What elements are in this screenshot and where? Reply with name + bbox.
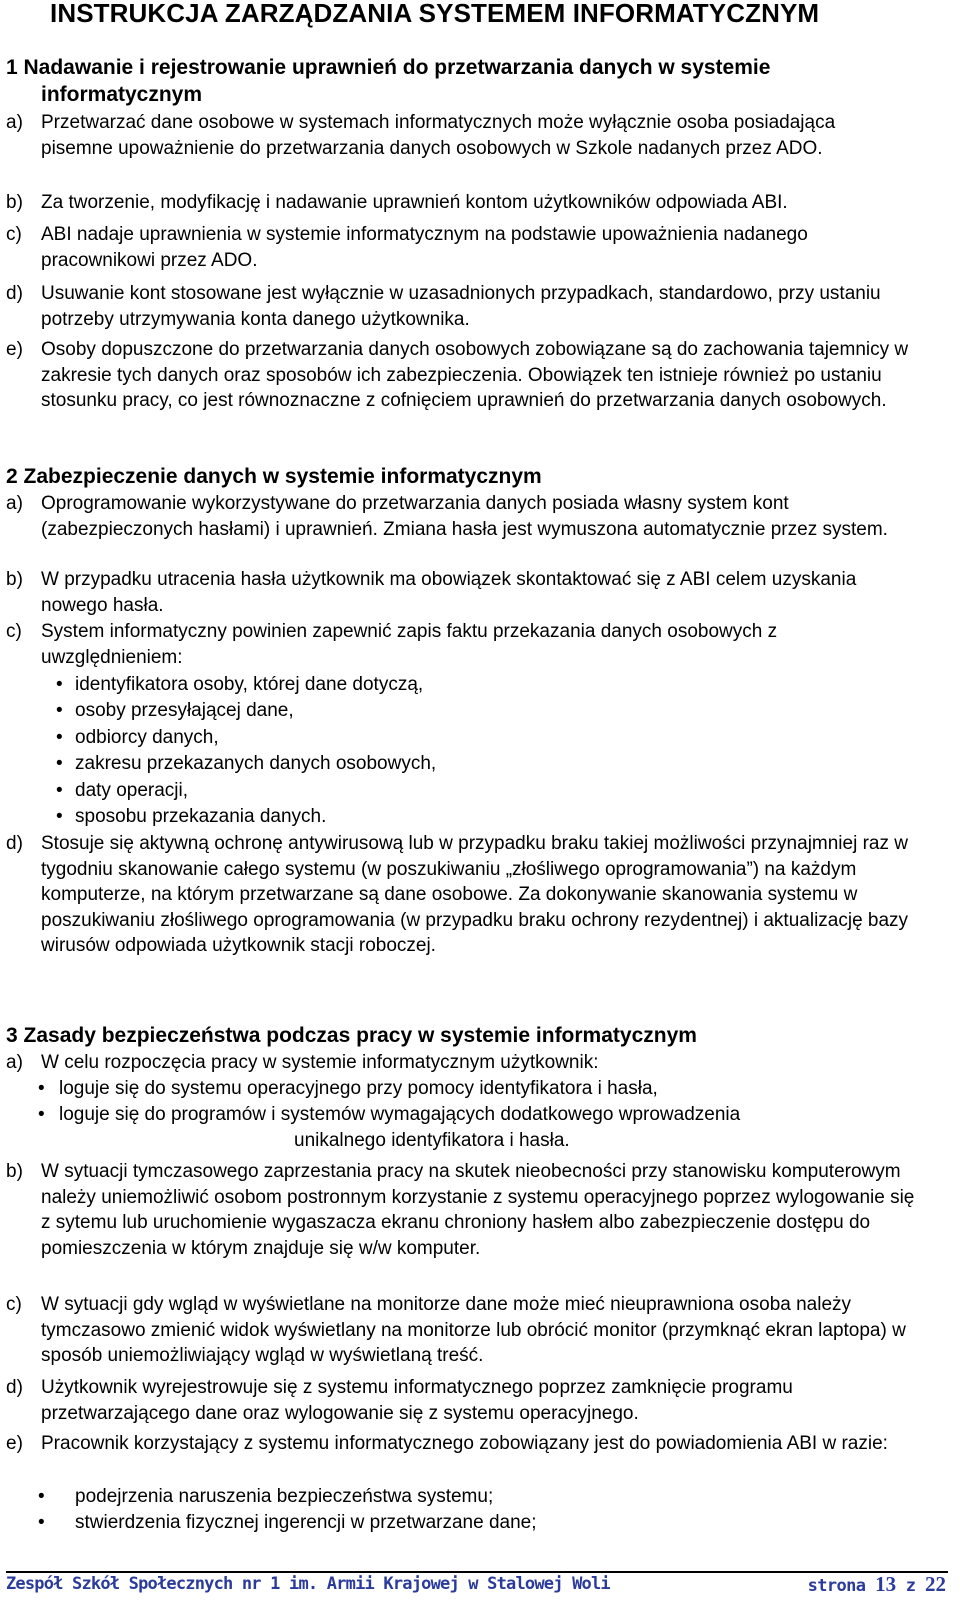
s1-item-a-marker: a) <box>6 112 23 133</box>
s1-item-e-text: Osoby dopuszczone do przetwarzania danych osobowych zobowiązane są do zachowania tajemnicy w zakresie tych danych oraz sposobów ich zabezpieczenia. Obowiązek ten istnieje również po ustaniu stosunku pracy, co jest równoznaczne z cofnięciem uprawnień do przetwarzania danych osobowych. <box>41 339 909 412</box>
s1-item-b-text: Za tworzenie, modyfikację i nadawanie uprawnień kontom użytkowników odpowiada ABI. <box>41 192 788 213</box>
footer-page-word: strona <box>807 1576 866 1596</box>
footer-page-indicator <box>808 1572 946 1597</box>
bullet-dot-icon: • <box>38 1486 45 1507</box>
s3-item-b <box>6 1159 926 1261</box>
s2-item-b-marker: b) <box>6 569 23 590</box>
s3-item-a-marker: a) <box>6 1052 23 1073</box>
s3-bullet-e2 <box>38 1510 537 1536</box>
s1-item-a <box>6 110 846 161</box>
s3-bullet-e2-text: stwierdzenia fizycznej ingerencji w przetwarzane dane; <box>75 1512 537 1533</box>
s3-item-a <box>6 1050 926 1076</box>
s3-bullet-a2 <box>38 1102 740 1128</box>
document-title: INSTRUKCJA ZARZĄDZANIA SYSTEMEM INFORMATYCZNYM <box>50 0 820 28</box>
s3-item-d-text: Użytkownik wyrejestrowuje się z systemu informatycznego poprzez zamknięcie programu przetwarzającego dane oraz wylogowanie się z systemu operacyjnego. <box>41 1377 793 1424</box>
s2-item-c-marker: c) <box>6 621 22 642</box>
s2-bullet-3 <box>56 725 219 751</box>
s3-item-e <box>6 1431 926 1457</box>
s2-item-c-text: System informatyczny powinien zapewnić zapis faktu przekazania danych osobowych z uwzględnieniem: <box>41 621 778 668</box>
s2-item-d-marker: d) <box>6 833 23 854</box>
section-1-heading-line-2: informatycznym <box>41 83 203 106</box>
s2-item-a-marker: a) <box>6 493 23 514</box>
s2-bullet-2 <box>56 698 294 724</box>
s3-bullet-a2-continuation: unikalnego identyfikatora i hasła. <box>294 1130 570 1151</box>
bullet-dot-icon: • <box>56 700 63 721</box>
s3-item-e-marker: e) <box>6 1433 23 1454</box>
s2-bullet-2-text: osoby przesyłającej dane, <box>75 700 294 721</box>
s2-item-b-text: W przypadku utracenia hasła użytkownik ma obowiązek skontaktować się z ABI celem uzyskania nowego hasła. <box>41 569 857 616</box>
s3-bullet-a1-text: loguje się do systemu operacyjnego przy pomocy identyfikatora i hasła, <box>59 1078 658 1099</box>
s2-item-d-text: Stosuje się aktywną ochronę antywirusową lub w przypadku braku takiej możliwości przynajmniej raz w tygodniu skanowanie całego systemu (w poszukiwaniu „złośliwego oprogramowania”) na każdym komputerze, na którym przetwarzane są dane osobowe. Za dokonywanie skanowania systemu w poszukiwaniu złośliwego oprogramowania (w przypadku braku ochrony rezydentnej) i aktualizację bazy wirusów odpowiada użytkownik stacji roboczej. <box>41 833 909 957</box>
s3-item-d-marker: d) <box>6 1377 23 1398</box>
s2-bullet-6-text: sposobu przekazania danych. <box>75 806 327 827</box>
s2-item-a-text: Oprogramowanie wykorzystywane do przetwarzania danych posiada własny system kont (zabezpieczonych hasłami) i uprawnień. Zmiana hasła jest wymuszona automatycznie przez system. <box>41 493 888 540</box>
bullet-dot-icon: • <box>56 674 63 695</box>
bullet-dot-icon: • <box>38 1078 45 1099</box>
s3-item-b-text: W sytuacji tymczasowego zaprzestania pracy na skutek nieobecności przy stanowisku komputerowym należy uniemożliwić osobom postronnym korzystanie z systemu operacyjnego poprzez wylogowanie się z sytemu lub uruchomienie wygaszacza ekranu chroniony hasłem albo zabezpieczenie dostępu do pomieszczenia w którym znajduje się w/w komputer. <box>41 1161 915 1259</box>
bullet-dot-icon: • <box>38 1512 45 1533</box>
s1-item-e <box>6 337 946 414</box>
footer-school-name: Zespół Szkół Społecznych nr 1 im. Armii Krajowej w Stalowej Woli <box>6 1574 610 1594</box>
s1-item-b-marker: b) <box>6 192 23 213</box>
bullet-dot-icon: • <box>56 727 63 748</box>
s2-item-b <box>6 567 906 618</box>
section-2-heading: 2 Zabezpieczenie danych w systemie informatycznym <box>6 465 542 488</box>
bullet-dot-icon: • <box>38 1104 45 1125</box>
s2-bullet-6 <box>56 804 326 830</box>
s1-item-c-text: ABI nadaje uprawnienia w systemie informatycznym na podstawie upoważnienia nadanego pracownikowi przez ADO. <box>41 224 808 271</box>
s3-item-d <box>6 1375 931 1426</box>
s2-bullet-1-text: identyfikatora osoby, której dane dotyczą, <box>75 674 424 695</box>
s1-item-e-marker: e) <box>6 339 23 360</box>
s1-item-d-text: Usuwanie kont stosowane jest wyłącznie w uzasadnionych przypadkach, standardowo, przy ustaniu potrzeby utrzymywania konta danego użytkownika. <box>41 283 881 330</box>
section-3-heading: 3 Zasady bezpieczeństwa podczas pracy w systemie informatycznym <box>6 1024 697 1047</box>
s1-item-b <box>6 190 946 216</box>
s3-item-a-text: W celu rozpoczęcia pracy w systemie informatycznym użytkownik: <box>41 1052 599 1073</box>
s1-item-d <box>6 281 926 332</box>
s1-item-c-marker: c) <box>6 224 22 245</box>
s1-item-a-text: Przetwarzać dane osobowe w systemach informatycznych może wyłącznie osoba posiadająca pisemne upoważnienie do przetwarzania danych osobowych w Szkole nadanych przez ADO. <box>41 112 836 159</box>
s2-bullet-5-text: daty operacji, <box>75 780 189 801</box>
s2-bullet-4 <box>56 751 436 777</box>
s3-bullet-a1 <box>38 1076 658 1102</box>
s1-item-c <box>6 222 826 273</box>
s1-item-d-marker: d) <box>6 283 23 304</box>
s2-bullet-5 <box>56 778 188 804</box>
bullet-dot-icon: • <box>56 753 63 774</box>
footer-page-total: 22 <box>925 1572 946 1596</box>
s3-bullet-a2-text: loguje się do programów i systemów wymagających dodatkowego wprowadzenia <box>59 1104 741 1125</box>
s3-item-c <box>6 1292 931 1369</box>
bullet-dot-icon: • <box>56 806 63 827</box>
s3-item-c-text: W sytuacji gdy wgląd w wyświetlane na monitorze dane może mieć nieuprawniona osoba należy tymczasowo zmienić widok wyświetlany na monitorze lub obrócić monitor (przymknąć ekran laptopa) w sposób uniemożliwiający wgląd w wyświetlaną treść. <box>41 1294 906 1367</box>
s2-item-c <box>6 619 916 670</box>
s3-bullet-e1 <box>38 1484 493 1510</box>
s3-item-e-text: Pracownik korzystający z systemu informatycznego zobowiązany jest do powiadomienia ABI w razie: <box>41 1433 888 1454</box>
footer-of-word: z <box>905 1576 916 1596</box>
bullet-dot-icon: • <box>56 780 63 801</box>
s2-bullet-4-text: zakresu przekazanych danych osobowych, <box>75 753 437 774</box>
s2-item-a <box>6 491 926 542</box>
s3-item-b-marker: b) <box>6 1161 23 1182</box>
s2-item-d <box>6 831 941 959</box>
footer-page-number: 13 <box>875 1572 897 1596</box>
section-1-heading-line-1: 1 Nadawanie i rejestrowanie uprawnień do przetwarzania danych w systemie <box>6 56 771 79</box>
s2-bullet-1 <box>56 672 423 698</box>
s3-item-c-marker: c) <box>6 1294 22 1315</box>
s2-bullet-3-text: odbiorcy danych, <box>75 727 219 748</box>
section-1-heading <box>6 54 946 108</box>
s3-bullet-e1-text: podejrzenia naruszenia bezpieczeństwa systemu; <box>75 1486 494 1507</box>
